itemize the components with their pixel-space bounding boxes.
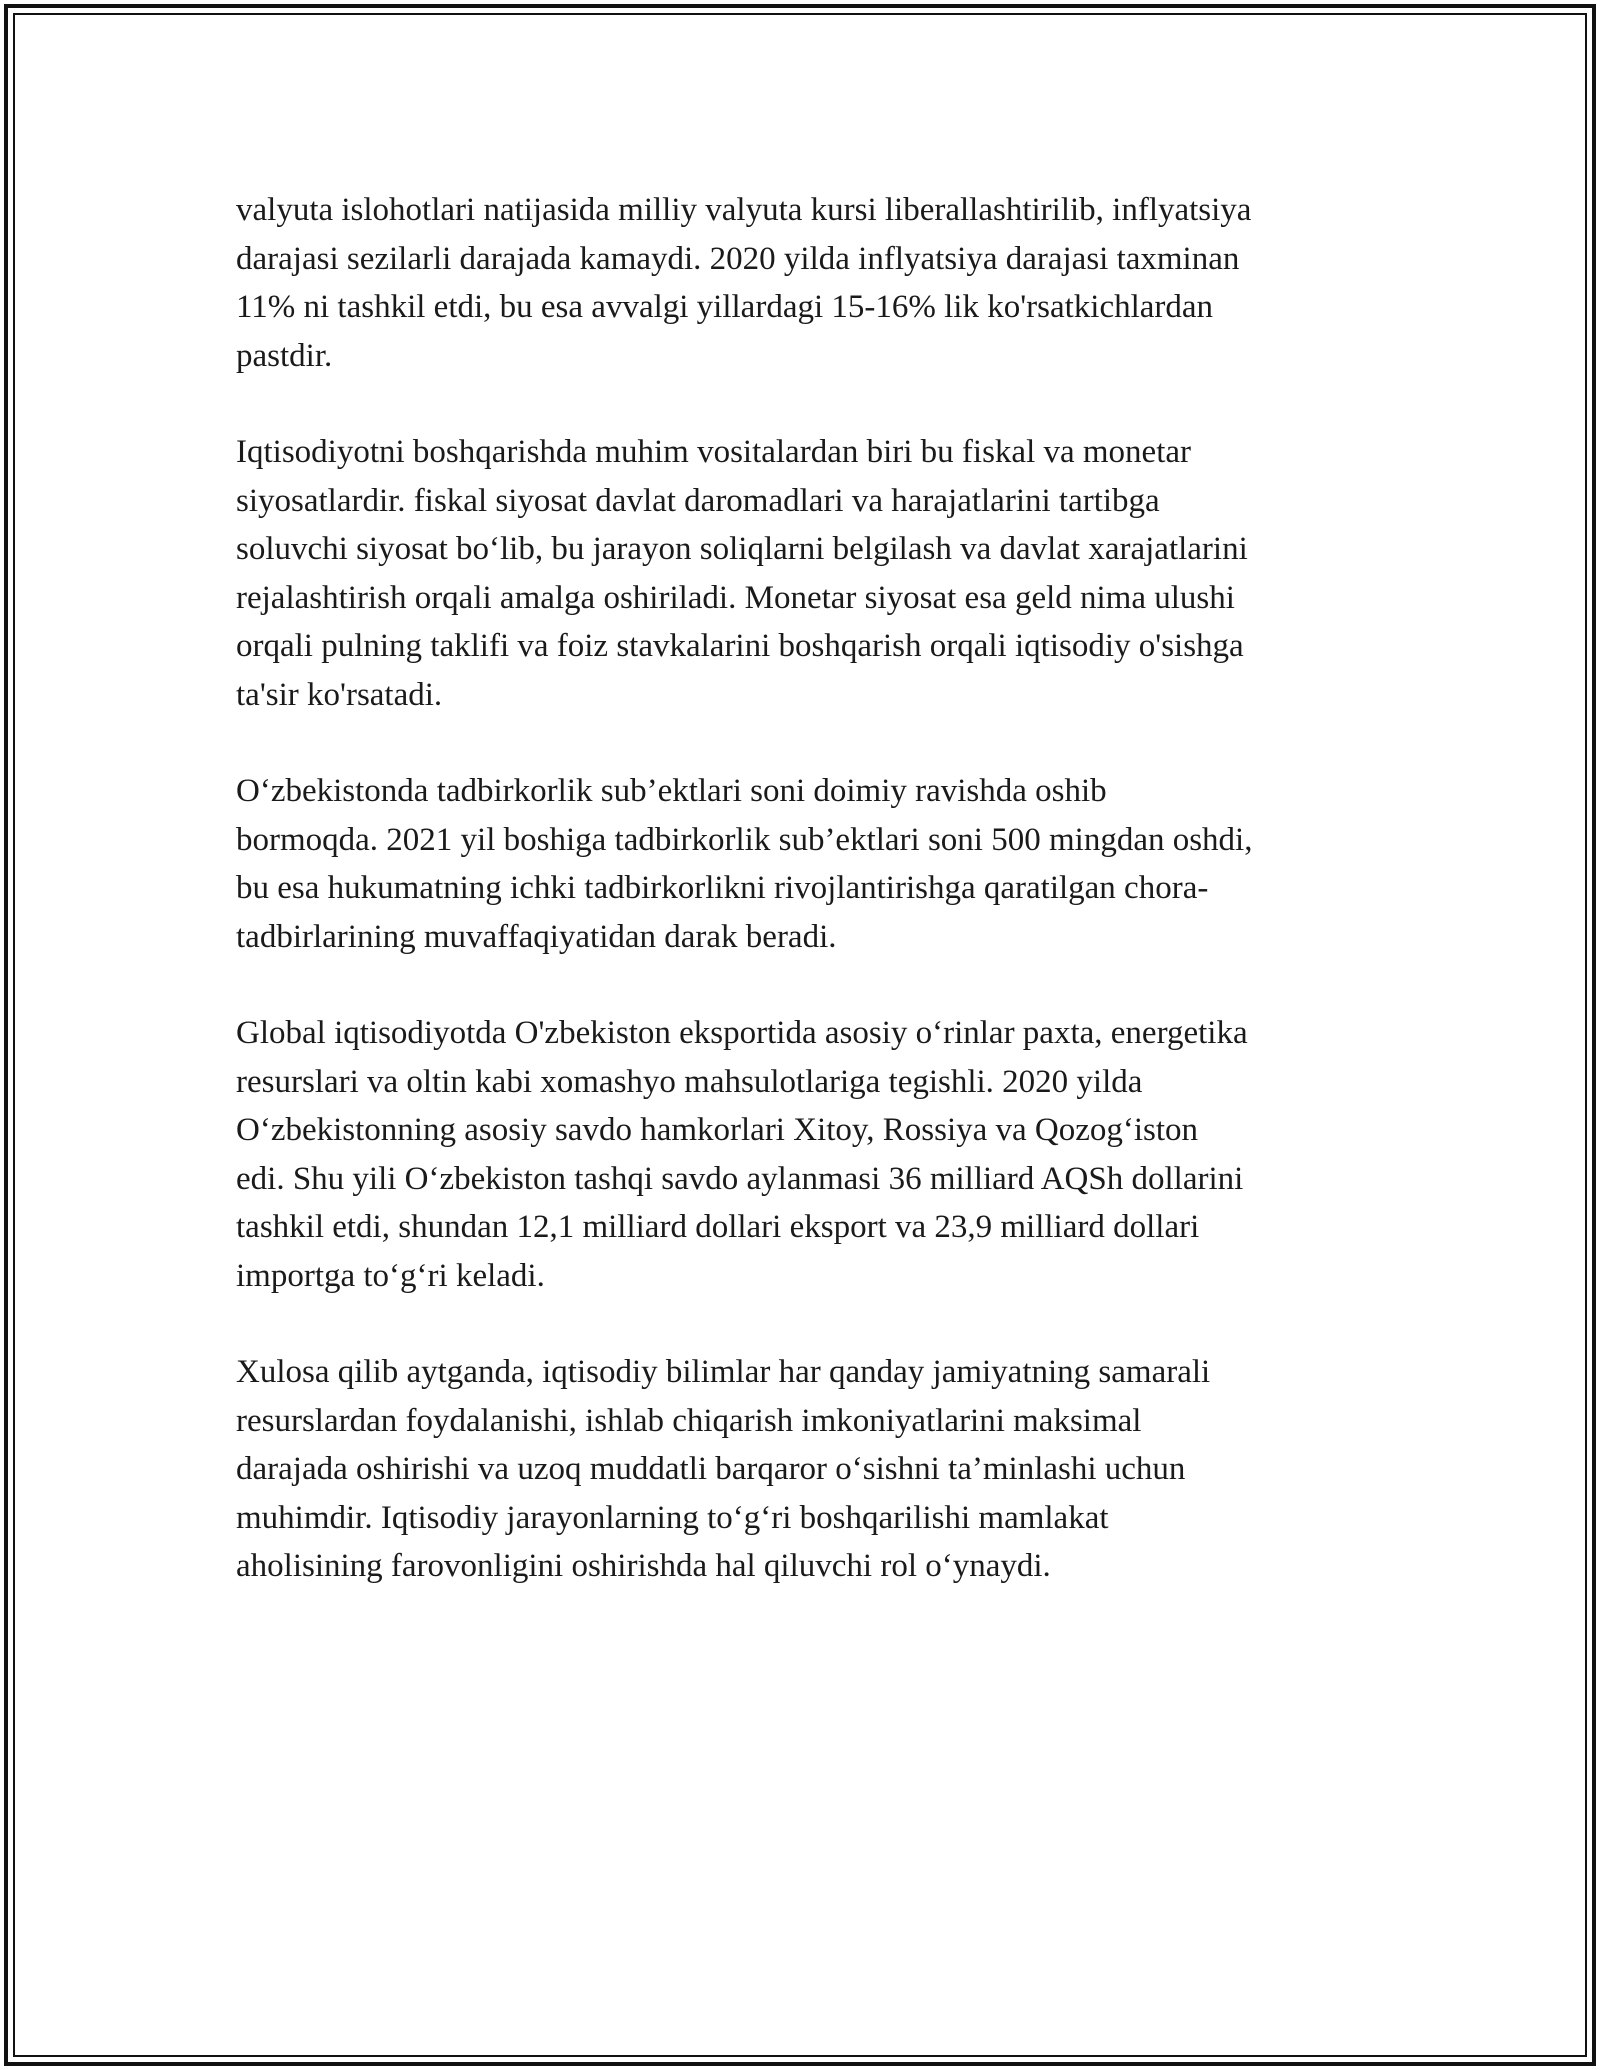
paragraph-conclusion: Xulosa qilib aytganda, iqtisodiy bilimlar har qanday jamiyatning samarali resurslardan foydalanishi, ishlab chiqarish imkoniyatlarini maksimal darajada oshirishi va uzoq muddatli barqaror o‘sishni ta’minlashi uchun muhimdir. Iqtisodiy jarayonlarning to‘g‘ri boshqarilishi mamlakat aholisining farovonligini oshirishda hal qiluvchi rol o‘ynaydi. [236, 1354, 1211, 1584]
paragraph-fiscal-monetary-policy: Iqtisodiyotni boshqarishda muhim vositalardan biri bu fiskal va monetar siyosatlardir. fiskal siyosat davlat daromadlari va harajatlarini tartibga soluvchi siyosat bo‘lib, bu jarayon soliqlarni belgilash va davlat xarajatlarini rejalashtirish orqali amalga oshiriladi. Monetar siyosat esa geld nima ulushi orqali pulning taklifi va foiz stavkalarini boshqarish orqali iqtisodiy o'sishga ta'sir ko'rsatadi. [236, 434, 1248, 713]
paragraph-entrepreneurship: O‘zbekistonda tadbirkorlik sub’ektlari soni doimiy ravishda oshib bormoqda. 2021 yil boshiga tadbirkorlik sub’ektlari soni 500 mingdan oshdi, bu esa hukumatning ichki tadbirkorlikni rivojlantirishga qaratilgan chora- tadbirlarining muvaffaqiyatidan darak beradi. [236, 773, 1253, 955]
paragraph-currency-reform: valyuta islohotlari natijasida milliy valyuta kursi liberallashtirilib, inflyatsiya darajasi sezilarli darajada kamaydi. 2020 yilda inflyatsiya darajasi taxminan 11% ni tashkil etdi, bu esa avvalgi yillardagi 15-16% lik ko'rsatkichlardan pastdir. [236, 192, 1252, 374]
paragraph-global-trade: Global iqtisodiyotda O'zbekiston eksportida asosiy o‘rinlar paxta, energetika resurslari va oltin kabi xomashyo mahsulotlariga tegishli. 2020 yilda O‘zbekistonning asosiy savdo hamkorlari Xitoy, Rossiya va Qozog‘iston edi. Shu yili O‘zbekiston tashqi savdo aylanmasi 36 milliard AQSh dollarini tashkil etdi, shundan 12,1 milliard dollari eksport va 23,9 milliard dollari importga to‘g‘ri keladi. [236, 1015, 1248, 1294]
document-body [236, 186, 1366, 1639]
